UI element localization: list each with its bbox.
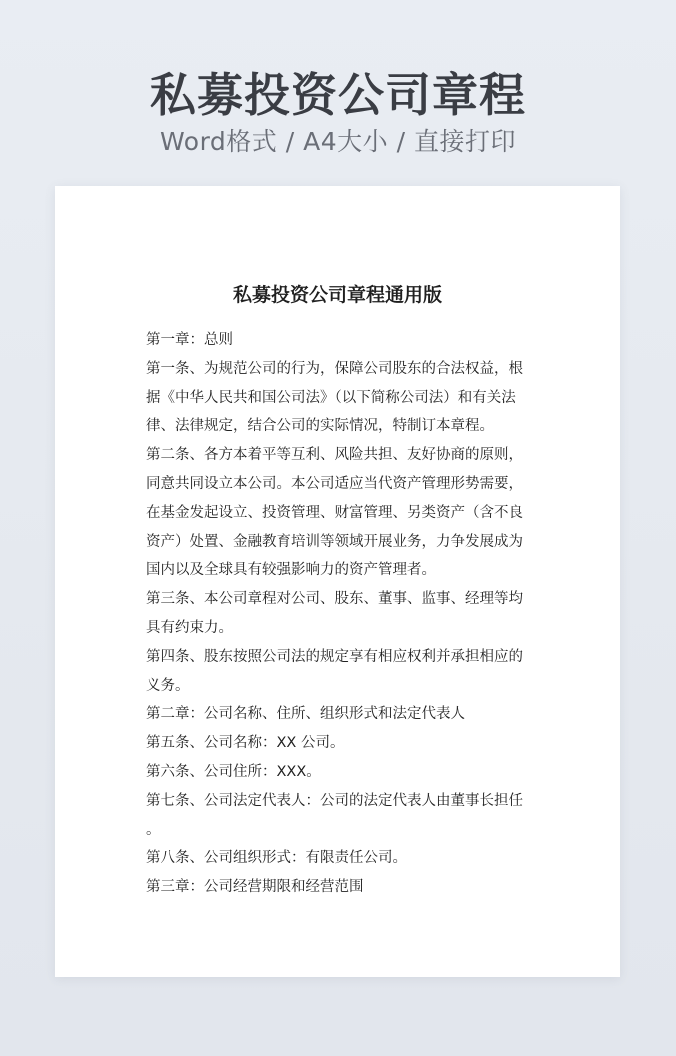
document-line: 国内以及全球具有较强影响力的资产管理者。 bbox=[146, 562, 436, 579]
document-line: 义务。 bbox=[146, 677, 190, 694]
document-line: 第一章：总则 bbox=[146, 332, 233, 348]
document-line: 第五条、公司名称：XX 公司。 bbox=[146, 735, 345, 752]
document-body bbox=[146, 326, 530, 902]
document-line: 第七条、公司法定代表人：公司的法定代表人由董事长担任 bbox=[146, 792, 523, 809]
document-line: 资产）处置、金融教育培训等领域开展业务，力争发展成为 bbox=[146, 533, 523, 550]
page-subtitle: Word格式 / A4大小 / 直接打印 bbox=[160, 127, 516, 156]
document-line: 第六条、公司住所：XXX。 bbox=[146, 763, 321, 780]
document-line: 据《中华人民共和国公司法》（以下简称公司法）和有关法 bbox=[146, 389, 516, 406]
page-title: 私募投资公司章程 bbox=[150, 68, 526, 122]
document-title: 私募投资公司章程通用版 bbox=[232, 284, 442, 306]
document-line: 律、法律规定，结合公司的实际情况，特制订本章程。 bbox=[146, 418, 494, 435]
document-line: 具有约束力。 bbox=[146, 619, 233, 636]
document-line: 第二章：公司名称、住所、组织形式和法定代表人 bbox=[146, 706, 465, 723]
document-line: 第二条、各方本着平等互利、风险共担、友好协商的原则， bbox=[146, 447, 523, 464]
document-line: 。 bbox=[146, 821, 161, 838]
document-line: 在基金发起设立、投资管理、财富管理、另类资产（含不良 bbox=[146, 504, 523, 521]
document-line: 第一条、为规范公司的行为，保障公司股东的合法权益，根 bbox=[146, 360, 523, 377]
document-page bbox=[55, 186, 620, 977]
document-line: 第八条、公司组织形式：有限责任公司。 bbox=[146, 850, 407, 867]
hero-header bbox=[0, 64, 676, 158]
document-line: 第三条、本公司章程对公司、股东、董事、监事、经理等均 bbox=[146, 591, 523, 608]
document-line: 同意共同设立本公司。本公司适应当代资产管理形势需要， bbox=[146, 475, 523, 492]
document-line: 第四条、股东按照公司法的规定享有相应权利并承担相应的 bbox=[146, 648, 523, 665]
document-line: 第三章：公司经营期限和经营范围 bbox=[146, 879, 364, 896]
